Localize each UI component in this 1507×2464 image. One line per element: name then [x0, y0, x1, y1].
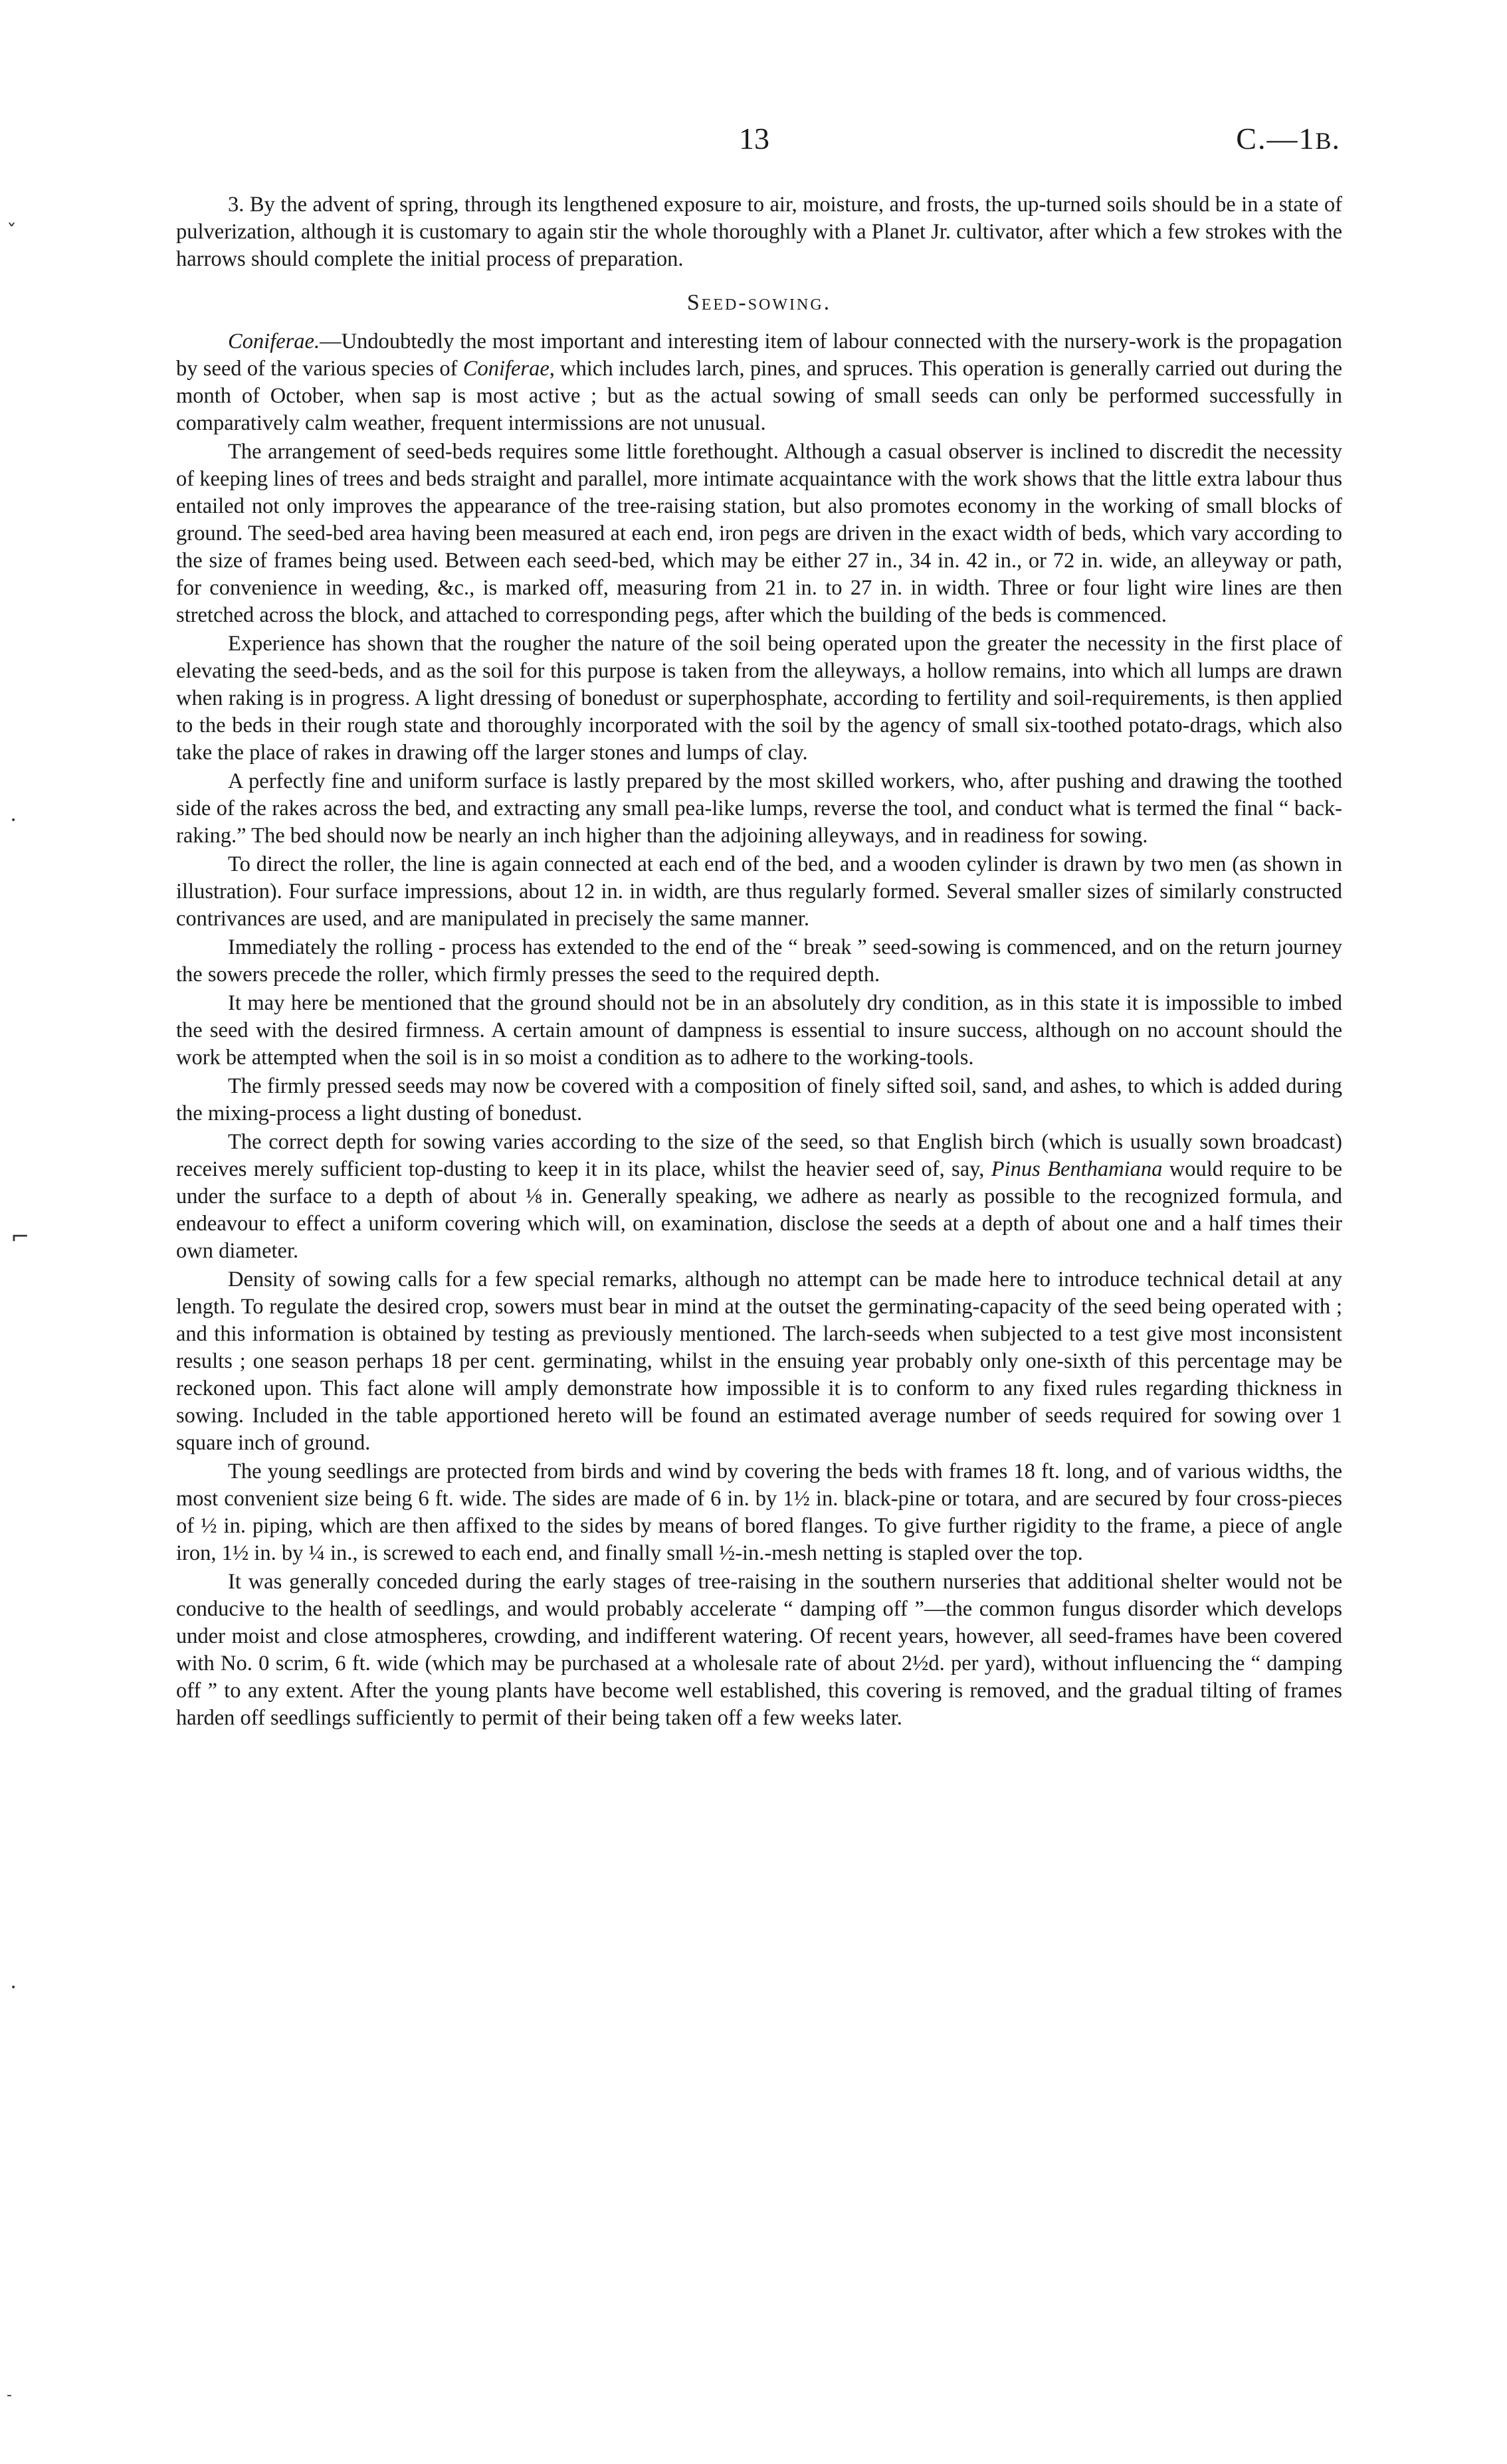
- paragraph-lead-term: Coniferae.: [228, 330, 320, 353]
- paragraph-coniferae: [176, 328, 1342, 437]
- paragraph-sowing-start: Immediately the rolling - process has extended to the end of the “ break ” seed-sowing is commenced, and on the return journey the sowers precede the roller, which firmly presses the seed to the required depth.: [176, 935, 1342, 987]
- paragraph-italic-term: Pinus Benthamiana: [991, 1157, 1163, 1181]
- paragraph-roller: To direct the roller, the line is again connected at each end of the bed, and a wooden cylinder is drawn by two men (as shown in illustration). Four surface impressions, about 12 in. in width, are thus regularly formed. Several smaller sizes of similarly constructed contrivances are used, and are manipulated in precisely the same manner.: [176, 852, 1342, 931]
- margin-arrow-mark: ⌐: [11, 1224, 30, 1250]
- paragraph-sowing-depth: [176, 1129, 1342, 1265]
- paragraph-ground-condition: It may here be mentioned that the ground should not be in an absolutely dry condition, as in this state it is impossible to imbed the seed with the desired firmness. A certain amount of dampness is essential to insure success, although on no account should the work be attempted when the soil is in so moist a condition as to adhere to the working-tools.: [176, 991, 1342, 1070]
- paragraph-covering: The firmly pressed seeds may now be covered with a composition of finely sifted soil, sand, and ashes, to which is added during the mixing-process a light dusting of bonedust.: [176, 1074, 1342, 1125]
- margin-dash-mark: ‐: [7, 2387, 12, 2404]
- paragraph-text: would require to be under the surface to a depth of about ⅛ in. Generally speaking, we adhere as nearly as possible to the recognized formula, and endeavour to effect a uniform covering which will, on examination, disclose the seeds at a depth of about one and a half times their own diameter.: [176, 1157, 1343, 1263]
- paragraph-back-raking: A perfectly fine and uniform surface is lastly prepared by the most skilled workers, who, after pushing and drawing the toothed side of the rakes across the bed, and extracting any small pea-like lumps, reverse the tool, and conduct what is termed the final “ back-raking.” The bed should now be nearly an inch higher than the adjoining alleyways, and in readiness for sowing.: [176, 769, 1342, 848]
- paragraph-sowing-density: Density of sowing calls for a few special remarks, although no attempt can be made here to introduce technical detail at any length. To regulate the desired crop, sowers must bear in mind at the outset the germinating-capacity of the seed being operated with ; and this information is obtained by testing as previously mentioned. The larch-seeds when subjected to a test give most inconsistent results ; one season perhaps 18 per cent. germinating, whilst in the ensuing year probably only one-sixth of this percentage may be reckoned upon. This fact alone will amply demonstrate how impossible it is to conform to any fixed rules regarding thickness in sowing. Included in the table apportioned hereto will be found an estimated average number of seeds required for sowing over 1 square inch of ground.: [176, 1268, 1342, 1455]
- document-reference-main: C.—1: [1236, 122, 1316, 155]
- paragraph-italic-term: Coniferae: [462, 357, 550, 381]
- document-reference-end: .: [1332, 122, 1341, 155]
- page-number: 13: [739, 122, 769, 155]
- paragraph-seed-bed-arrangement: The arrangement of seed-beds requires some little forethought. Although a casual observer is inclined to discredit the necessity of keeping lines of trees and beds straight and parallel, more intimate acquaintance with the work shows that the little extra labour thus entailed not only improves the appearance of the tree-raising station, but also promotes economy in the working of small blocks of ground. The seed-bed area having been measured at each end, iron pegs are driven in the exact width of beds, which vary according to the size of frames being used. Between each seed-bed, which may be either 27 in., 34 in. 42 in., or 72 in. wide, an alleyway or path, for convenience in weeding, &c., is marked off, measuring from 21 in. to 27 in. in width. Three or four light wire lines are then stretched across the block, and attached to corresponding pegs, after which the building of the beds is commenced.: [176, 440, 1342, 627]
- margin-dot-mark: •: [11, 1982, 17, 1993]
- document-reference: [1236, 124, 1341, 154]
- section-heading: Seed-sowing.: [686, 290, 832, 315]
- margin-dot-mark: •: [11, 815, 17, 826]
- margin-tick-mark: ˇ: [7, 221, 17, 244]
- document-reference-suffix: B: [1315, 128, 1332, 154]
- paragraph-seed-frames: The young seedlings are protected from birds and wind by covering the beds with frames 18 ft. long, and of various widths, the most convenient size being 6 ft. wide. The sides are made of 6 in. by 1½ in. black-pine or totara, and are secured by four cross-pieces of ½ in. piping, which are then affixed to the sides by means of bored flanges. To give further rigidity to the frame, a piece of angle iron, 1½ in. by ¼ in., is screwed to each end, and finally small ½-in.-mesh netting is stapled over the top.: [176, 1460, 1342, 1565]
- paragraph-soil-preparation: Experience has shown that the rougher the nature of the soil being operated upon the greater the necessity in the first place of elevating the seed-beds, and as the soil for this purpose is taken from the alleyways, a hollow remains, into which all lumps are drawn when raking is in progress. A light dressing of bonedust or superphosphate, according to fertility and soil-requirements, is then applied to the beds in their rough state and thoroughly incorporated with the soil by the agency of small six-toothed potato-drags, which also take the place of rakes in drawing off the larger stones and lumps of clay.: [176, 632, 1342, 765]
- paragraph-text: , which includes larch, pines, and spruces. This operation is generally carried out during the month of October, when sap is most active ; but as the actual sowing of small seeds can only be performed successfully in comparatively calm weather, frequent intermissions are not unusual.: [176, 357, 1342, 435]
- intro-paragraph: 3. By the advent of spring, through its lengthened exposure to air, moisture, and frosts, the up-turned soils should be in a state of pulverization, although it is customary to again stir the whole thoroughly with a Planet Jr. cultivator, after which a few strokes with the harrows should complete the initial process of preparation.: [176, 193, 1342, 271]
- paragraph-text: —Undoubtedly the most important and interesting item of labour connected with the nursery-work is the propagation by seed of the various species of: [176, 330, 1342, 381]
- body-text: [176, 191, 1342, 1732]
- paragraph-shelter: It was generally conceded during the early stages of tree-raising in the southern nurseries that additional shelter would not be conducive to the health of seedlings, and would probably accelerate “ damping off ”—the common fungus disorder which develops under moist and close atmospheres, crowding, and indifferent watering. Of recent years, however, all seed-frames have been covered with No. 0 scrim, 6 ft. wide (which may be purchased at a wholesale rate of about 2½d. per yard), without influencing the “ damping off ” to any extent. After the young plants have become well established, this covering is removed, and the gradual tilting of frames harden off seedlings sufficiently to permit of their being taken off a few weeks later.: [176, 1570, 1342, 1730]
- paragraph-text: The correct depth for sowing varies according to the size of the seed, so that English birch (which is usually sown broadcast) receives merely sufficient top-dusting to keep it in its place, whilst the heavier seed of, say,: [176, 1130, 1342, 1181]
